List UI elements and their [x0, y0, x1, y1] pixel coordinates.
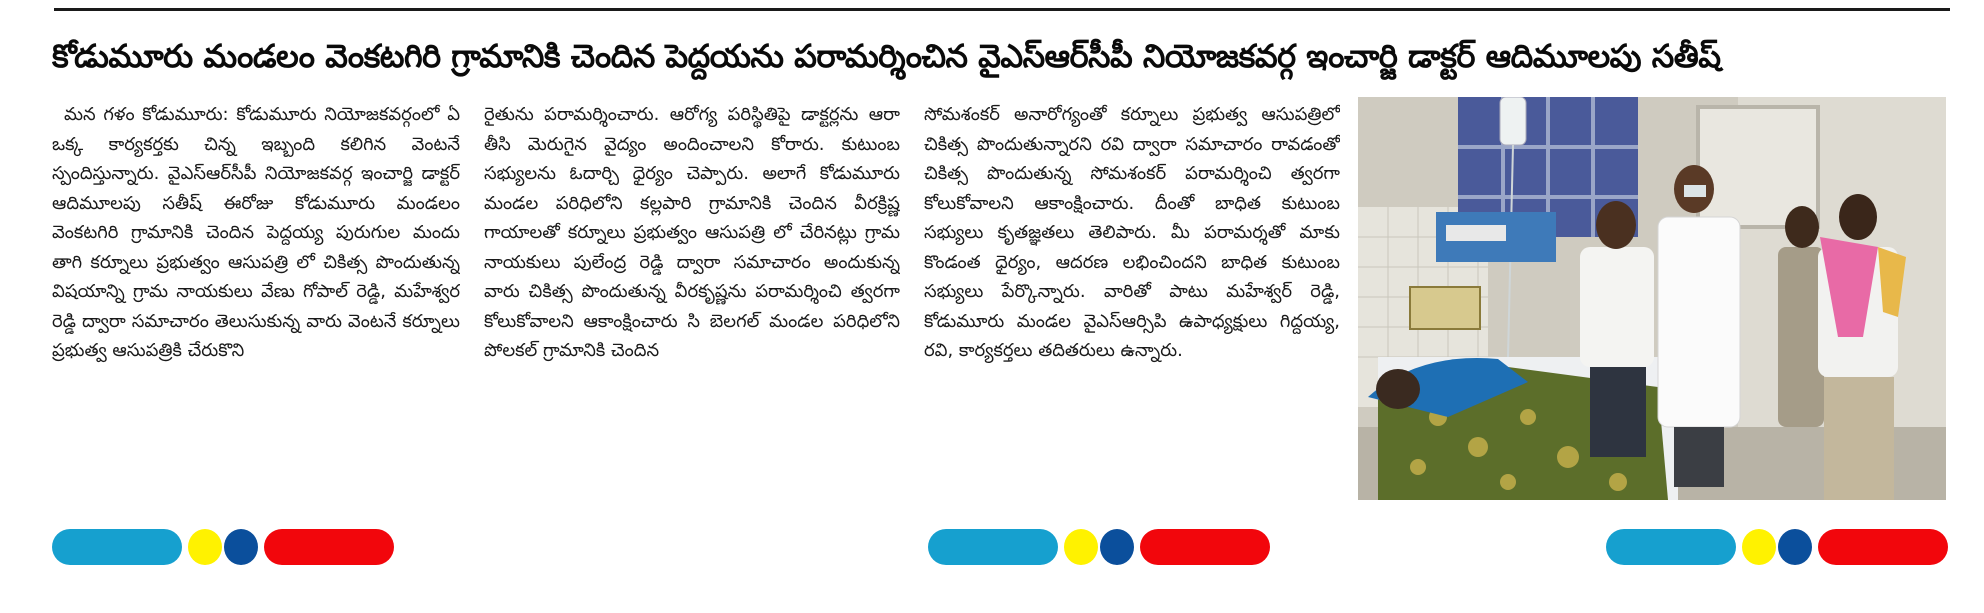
yellow-dot-decoration	[188, 529, 222, 565]
red-pill-decoration	[264, 529, 394, 565]
red-pill-decoration	[1140, 529, 1270, 565]
article-column-3: సోమశంకర్ అనారోగ్యంతో కర్నూలు ప్రభుత్వ ఆసుపత్రిలో చికిత్స పొందుతున్నారని రవి ద్వారా సమాచారం రావడంతో చికిత్స పొందుతున్న సోమశంకర్ పరామర్శించి త్వరగా కోలుకోవాలని ఆకాంక్షించారు. దీంతో బాధిత కుటుంబ సభ్యులు కృతజ్ఞతలు తెలిపారు. మీ పరామర్శతో మాకు కొండంత ధైర్యం, ఆదరణ లభించిందని బాధిత కుటుంబ సభ్యులు పేర్కొన్నారు. వారితో పాటు మహేశ్వర్ రెడ్డి, కోడుమూరు మండల వైఎస్ఆర్సిపి ఉపాధ్యక్షులు గిద్దయ్య, రవి, కార్యకర్తలు తదితరులు ఉన్నారు.	[924, 104, 1340, 361]
photo-iv-bottle	[1500, 97, 1526, 145]
blue-pill-decoration	[52, 529, 182, 565]
article-column-1: మన గళం కోడుమూరు: కోడుమూరు నియోజకవర్గంలో ఏ ఒక్క కార్యకర్తకు చిన్న ఇబ్బంది కలిగిన వెంటనే స్పందిస్తున్నారు. వైఎస్ఆర్‌సీపీ నియోజకవర్గ ఇంచార్జి డాక్టర్ ఆదిమూలపు సతీష్ ఈరోజు కోడుమూరు మండలం వెంకటగిరి గ్రామానికి చెందిన పెద్దయ్య పురుగుల మందు తాగి కర్నూలు ప్రభుత్వం ఆసుపత్రి లో చికిత్స పొందుతున్న విషయాన్ని గ్రామ నాయకులు వేణు గోపాల్ రెడ్డి, మహేశ్వర రెడ్డి ద్వారా సమాచారం తెలుసుకున్న వారు వెంటనే కర్నూలు ప్రభుత్వ ఆసుపత్రికి చేరుకొని	[52, 104, 460, 361]
navy-dot-decoration	[1100, 529, 1134, 565]
blue-pill-decoration	[928, 529, 1058, 565]
navy-dot-decoration	[224, 529, 258, 565]
yellow-dot-decoration	[1742, 529, 1776, 565]
photo-doctor	[1658, 217, 1740, 427]
headline: కోడుమూరు మండలం వెంకటగిరి గ్రామానికి చెందిన పెద్దయను పరామర్శించిన వైఎస్ఆర్‌సీపీ నియోజకవర్గ ఇంచార్జి డాక్టర్ ఆదిమూలపు సతీష్	[52, 37, 1721, 75]
photo-man-white-shirt	[1580, 247, 1654, 367]
navy-dot-decoration	[1778, 529, 1812, 565]
blue-pill-decoration	[1606, 529, 1736, 565]
photo-patient-head	[1376, 369, 1420, 409]
yellow-dot-decoration	[1064, 529, 1098, 565]
photo-socket-panel	[1410, 287, 1480, 329]
red-pill-decoration	[1818, 529, 1948, 565]
hospital-visit-photo	[1358, 97, 1946, 500]
photo-man-checked-shirt	[1778, 247, 1824, 427]
top-rule	[54, 8, 1950, 11]
article-column-2: రైతును పరామర్శించారు. ఆరోగ్య పరిస్థితిపై డాక్టర్లను ఆరా తీసి మెరుగైన వైద్యం అందించాలని కోరారు. కుటుంబ సభ్యులను ఓదార్చి ధైర్యం చెప్పారు. అలాగే కోడుమూరు మండల పరిధిలోని కల్లపారి గ్రామానికి చెందిన వీరక్రిష్ణ గాయాలతో కర్నూలు ప్రభుత్వం ఆసుపత్రి లో చేరినట్లు గ్రామ నాయకులు పులేంద్ర రెడ్డి ద్వారా సమాచారం అందుకున్న వారు చికిత్స పొందుతున్న వీరకృష్ణను పరామర్శించి త్వరగా కోలుకోవాలని ఆకాంక్షించారు సి బెలగల్ మండల పరిధిలోని పోలకల్ గ్రామానికి చెందిన	[484, 104, 900, 361]
